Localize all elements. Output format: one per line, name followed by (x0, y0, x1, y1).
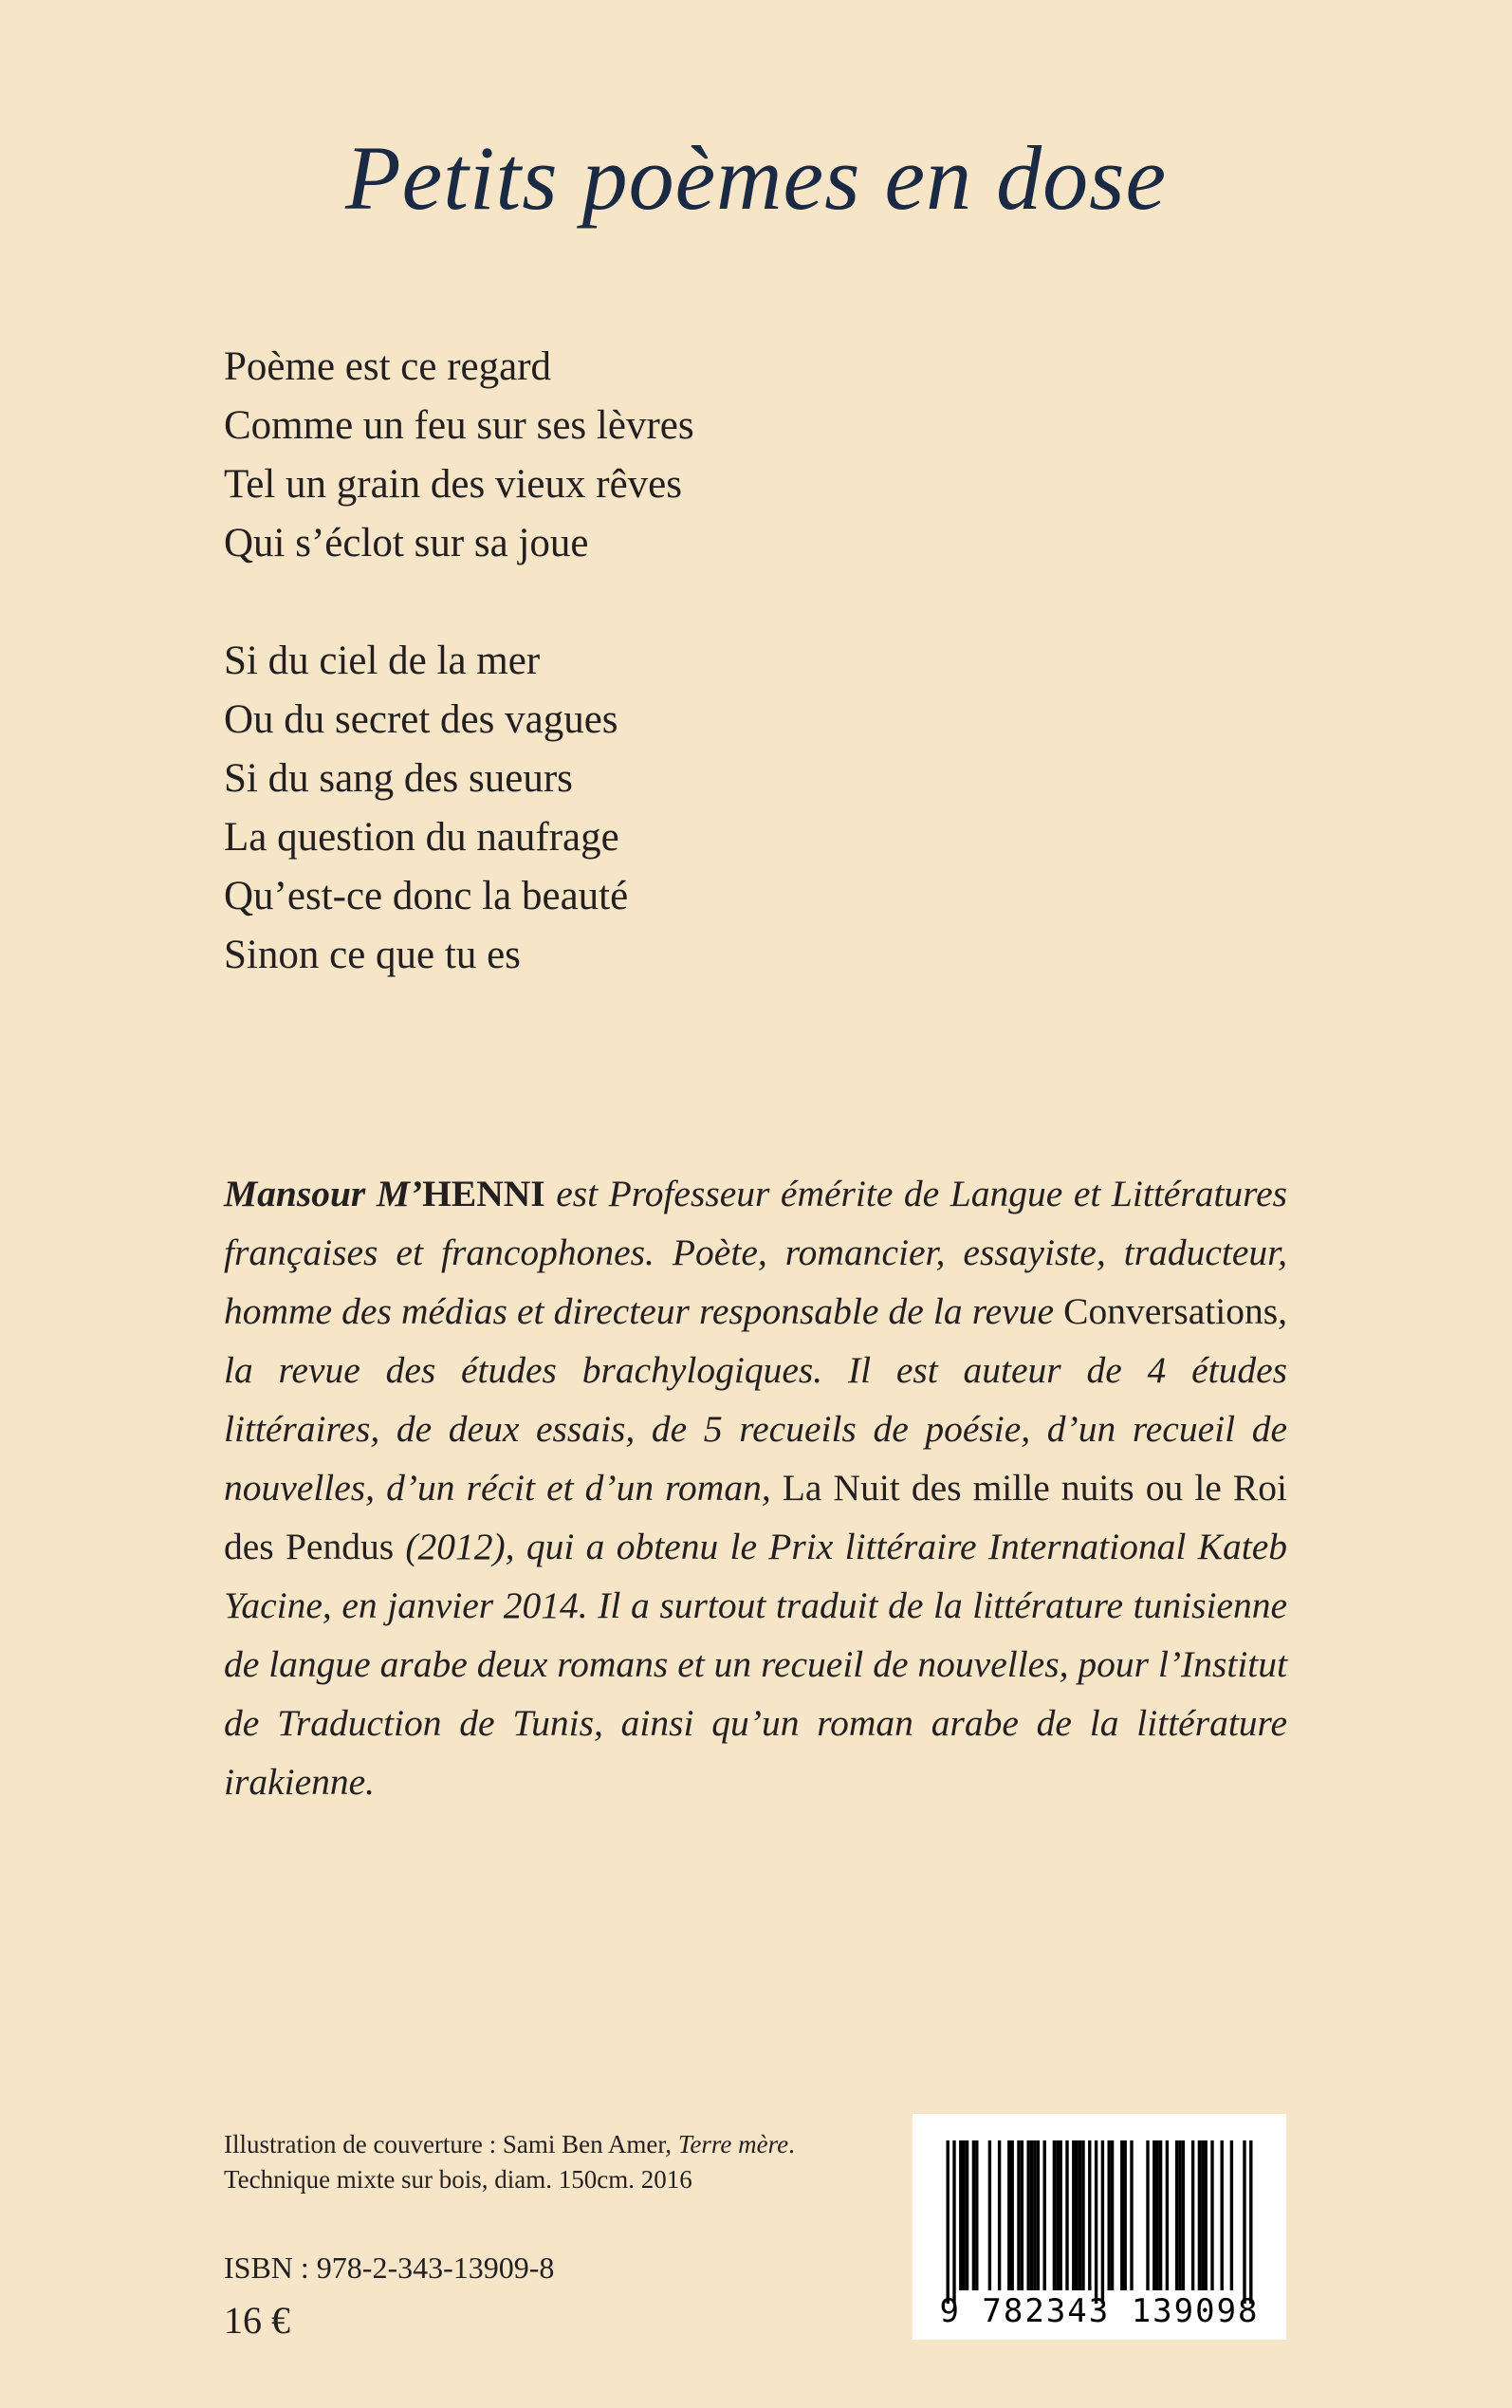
barcode-bar (1175, 2140, 1178, 2290)
barcode-bar (1017, 2140, 1020, 2290)
barcode-bar (952, 2140, 955, 2304)
barcode-bar (972, 2140, 975, 2290)
barcode-bar (1221, 2140, 1224, 2290)
barcode-bar (1043, 2140, 1046, 2290)
barcode-bar (1159, 2140, 1162, 2290)
barcode-bar (988, 2140, 991, 2290)
author-biography (224, 1164, 1287, 1811)
barcode-bar (1053, 2140, 1056, 2290)
barcode-bar (1243, 2140, 1245, 2304)
barcode-bar (1101, 2140, 1104, 2304)
author-first-name: Mansour M’ (224, 1173, 423, 1214)
barcode-bar (1111, 2140, 1114, 2290)
poem-line: Qui s’éclot sur sa joue (224, 521, 589, 565)
barcode-bar (1201, 2140, 1204, 2290)
artwork-title: Terre mère (677, 2130, 789, 2158)
barcode-bar (966, 2140, 968, 2290)
barcode-bar (1076, 2140, 1079, 2290)
barcode-bar (1124, 2140, 1127, 2290)
barcode-bar (1060, 2140, 1062, 2290)
barcode-bar (1030, 2140, 1033, 2290)
poem-line: Tel un grain des vieux rêves (224, 462, 682, 507)
poem-stanza-2 (224, 632, 1078, 985)
illustration-credit-prefix: Illustration de couverture : Sami Ben Amer, (224, 2130, 678, 2158)
poem-line: Poème est ce regard (224, 344, 552, 389)
barcode-bar (959, 2140, 962, 2290)
poem-line: La question du naufrage (224, 815, 619, 860)
barcode-bar (1230, 2140, 1233, 2290)
barcode-bar (1072, 2140, 1075, 2290)
barcode-bar (1088, 2140, 1091, 2290)
poem-line: Ou du secret des vagues (224, 697, 618, 742)
barcode-bar (1198, 2140, 1201, 2290)
barcode-bar (1156, 2140, 1159, 2290)
poem-stanza-1 (224, 338, 1078, 573)
poem-line: Si du ciel de la mer (224, 639, 541, 683)
cover-credits (224, 2127, 888, 2197)
barcode-bar (1182, 2140, 1185, 2290)
barcode-bar (1065, 2140, 1068, 2290)
illustration-credit (224, 2127, 888, 2162)
barcode (913, 2114, 1286, 2340)
price: 16 € (224, 2299, 290, 2342)
technique-credit: Technique mixte sur bois, diam. 150cm. 2016 (224, 2165, 692, 2194)
illustration-credit-suffix: . (788, 2130, 795, 2158)
bio-text-2: , la revue des études brachylogiques. Il est auteur de 4 études littéraires, de deux essais, de 5 recueils de poésie, d’un recueil de nouvelles, d’un récit et d’un roman, (224, 1290, 1287, 1509)
barcode-bar (1191, 2140, 1194, 2290)
novel-title: La Nuit des mille nuits ou le Roi des Pendus (224, 1467, 1287, 1567)
barcode-bar (1120, 2140, 1123, 2290)
barcode-bar (1108, 2140, 1111, 2290)
barcode-bar (1130, 2140, 1133, 2290)
barcode-bar (1011, 2140, 1014, 2290)
barcode-bar (1249, 2140, 1252, 2304)
poem (224, 338, 1078, 1044)
barcode-bar (1021, 2140, 1023, 2290)
author-surname: HENNI (422, 1173, 545, 1214)
barcode-bar (1056, 2140, 1059, 2290)
barcode-bar (1178, 2140, 1181, 2290)
poem-line: Qu’est-ce donc la beauté (224, 874, 629, 918)
barcode-bar (1007, 2140, 1010, 2290)
bio-text-3: (2012), qui a obtenu le Prix littéraire International Kateb Yacine, en janvier 2014. Il a surtout traduit de la littérature tunisienne de langue arabe deux romans et un recueil de nouvelles, pour l’Institut de Traduction de Tunis, ainsi qu’un roman arabe de la littérature irakienne. (224, 1526, 1287, 1803)
barcode-bar (975, 2140, 978, 2290)
poem-line: Sinon ce que tu es (224, 933, 521, 977)
barcode-bar (1033, 2140, 1036, 2290)
barcode-bar (1079, 2140, 1081, 2290)
barcode-bar (1210, 2140, 1213, 2290)
barcode-bar (1205, 2140, 1208, 2290)
barcode-bar (1081, 2140, 1084, 2290)
bio-text-1: est Professeur émérite de Langue et Littératures françaises et francophones. Poète, romancier, essayiste, traducteur, homme des médias et directeur responsable de la revue (224, 1173, 1287, 1332)
barcode-bar (1027, 2140, 1030, 2290)
isbn-number: ISBN : 978-2-343-13909-8 (224, 2251, 555, 2285)
barcode-bar (1166, 2140, 1169, 2290)
barcode-bar (947, 2140, 950, 2304)
barcode-bar (998, 2140, 1001, 2290)
barcode-bar (1037, 2140, 1040, 2290)
poem-line: Si du sang des sueurs (224, 756, 573, 801)
barcode-bar (1152, 2140, 1155, 2290)
barcode-bar (1146, 2140, 1149, 2290)
journal-title: Conversations (1063, 1290, 1279, 1332)
barcode-bar (963, 2140, 966, 2290)
barcode-digits: 9 782343 139098 (939, 2292, 1260, 2330)
poem-line: Comme un feu sur ses lèvres (224, 403, 694, 448)
book-title: Petits poèmes en dose (344, 127, 1168, 229)
barcode-bar (1095, 2140, 1097, 2304)
